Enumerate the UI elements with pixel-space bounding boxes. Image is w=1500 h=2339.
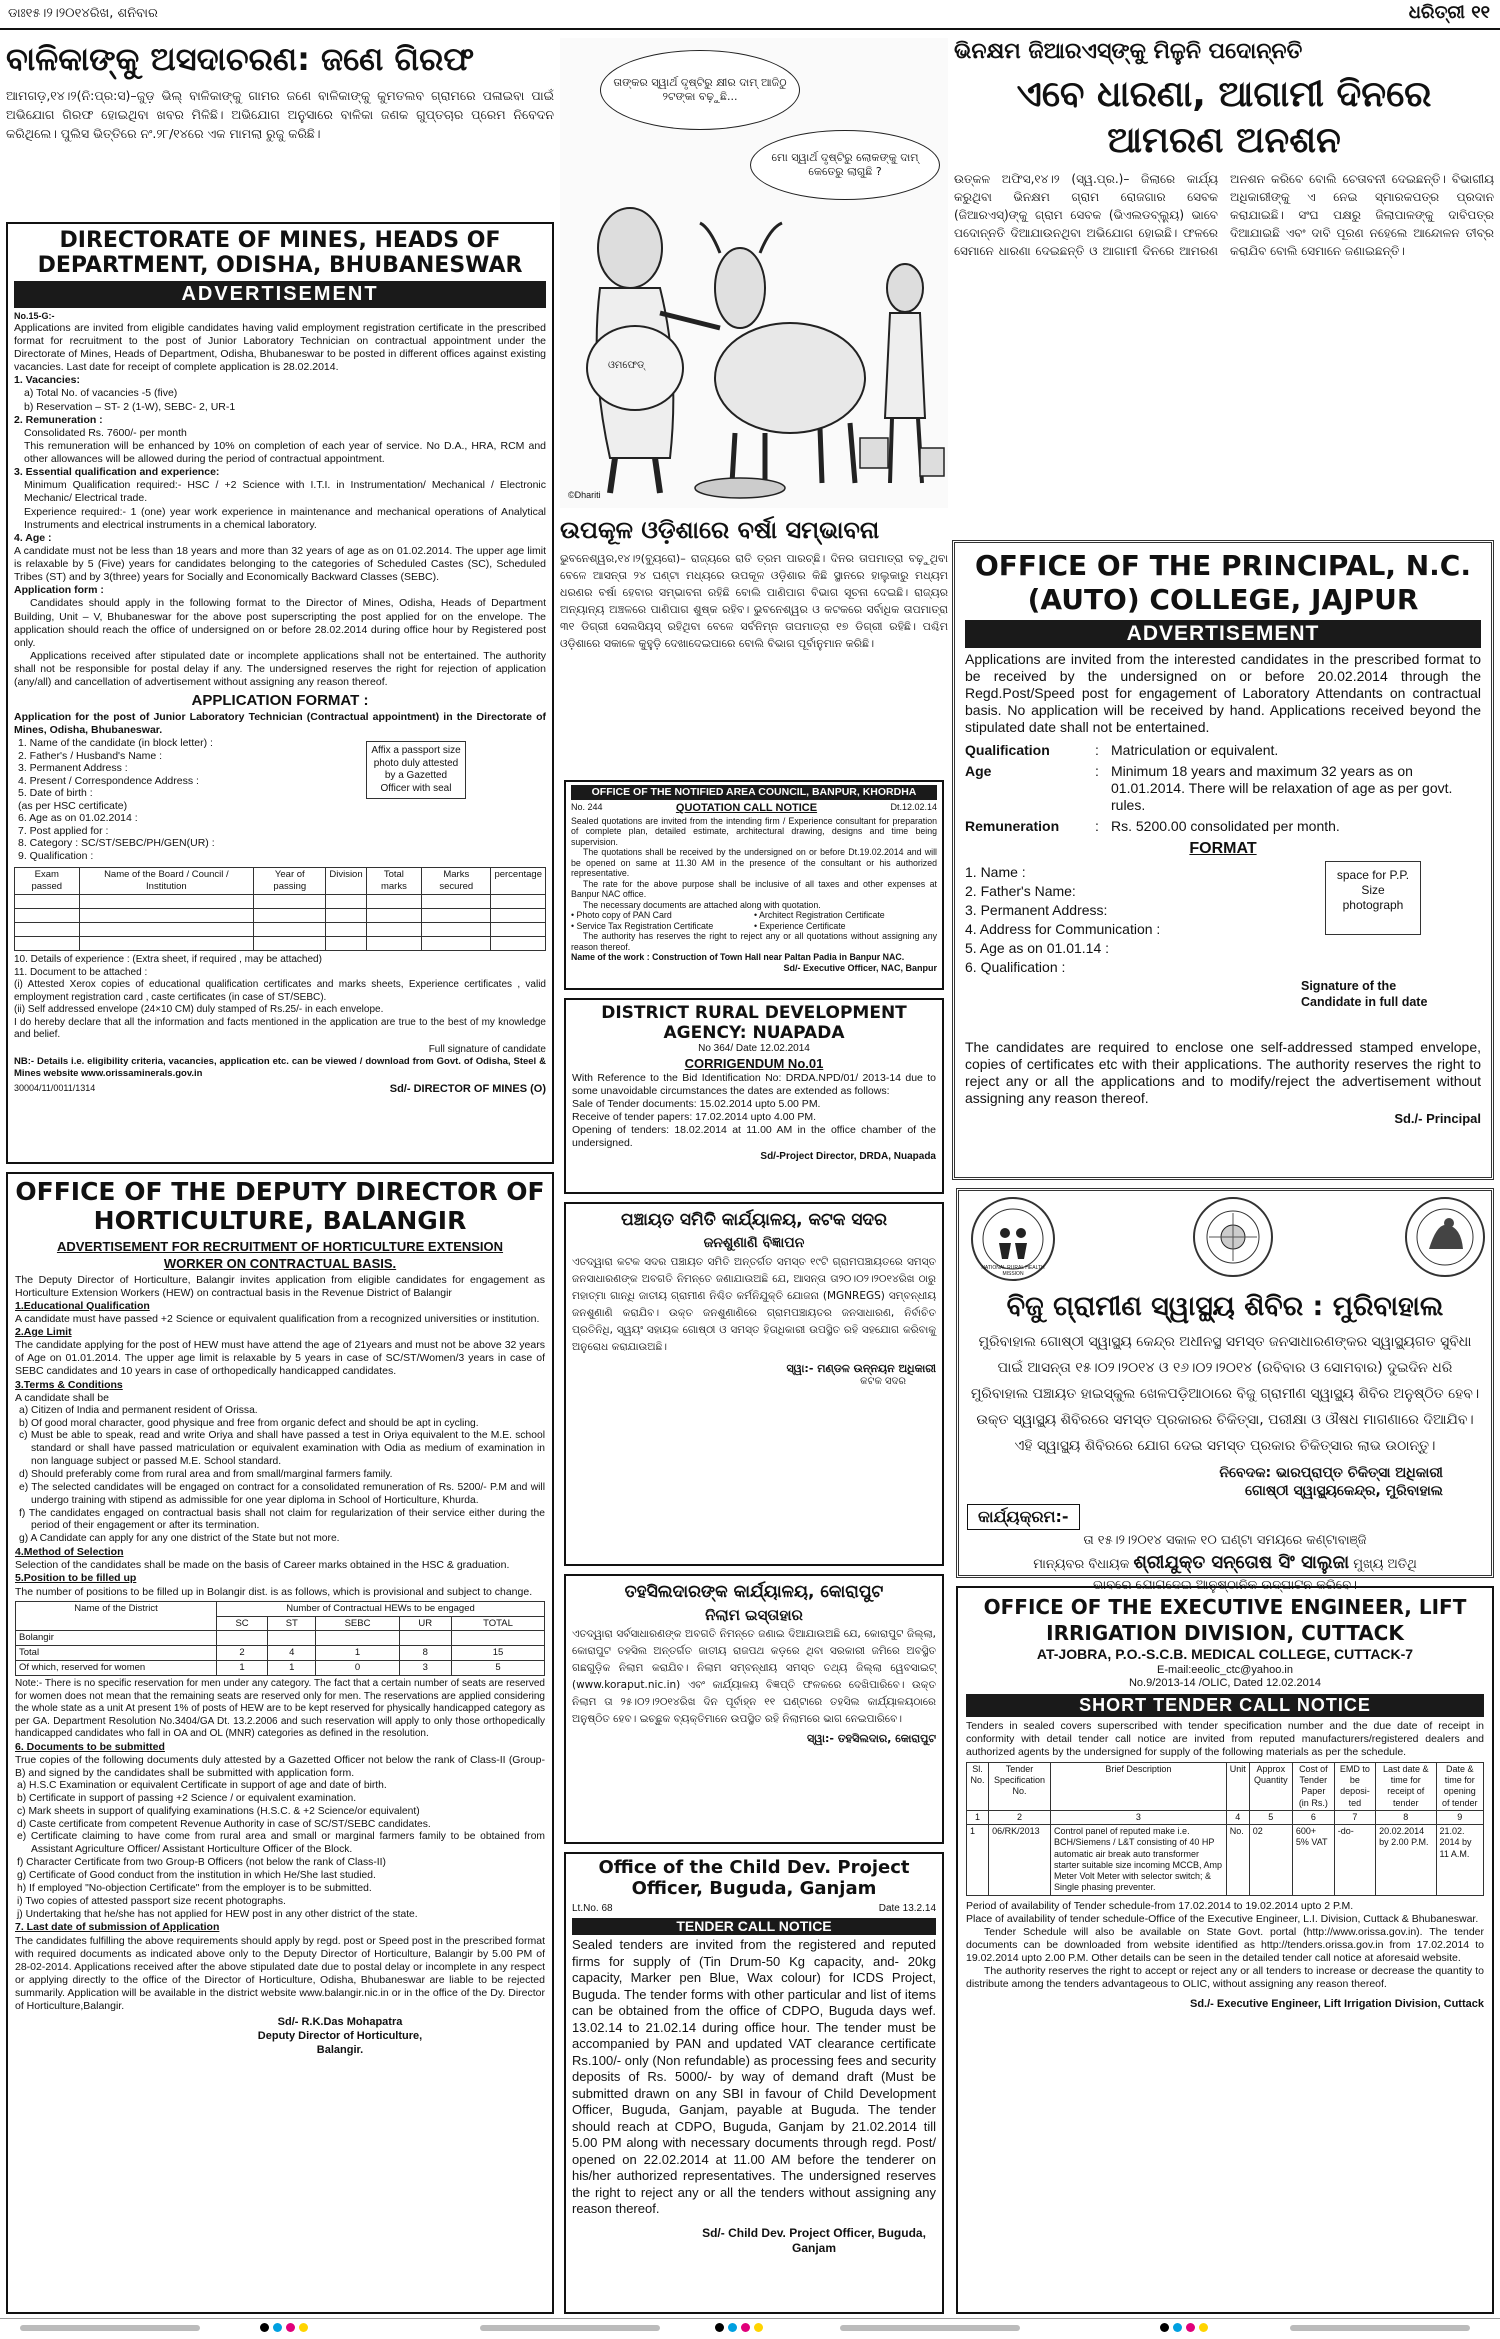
document-item: c) Mark sheets in support of qualifying examinations (H.S.C. & +2 Science/or equivalent) bbox=[17, 1805, 420, 1817]
ad-signatory: Sd/- DIRECTOR OF MINES (O) bbox=[389, 1082, 546, 1095]
document-item: h) If employed "No-objection Certificate" from the employer is to be submitted. bbox=[17, 1882, 372, 1894]
table-header: Exam passed bbox=[15, 868, 80, 895]
min-qualification: Minimum Qualification required:- HSC / +2 Science with I.T.I. in Instrumentation/ Mechanical / Electronic Mechanic/ Electrical trade. bbox=[24, 479, 546, 505]
opening-date: Opening of tenders: 18.02.2014 at 11.00 AM in the office chamber of the undersigned. bbox=[572, 1124, 936, 1150]
document-item: • Architect Registration Certificate bbox=[754, 910, 885, 921]
table-cell: 3 bbox=[399, 1661, 451, 1676]
nb-note: NB:- Details i.e. eligibility criteria, vacancies, application etc. can be viewed / download from Govt. of Odisha, Steel & Mines website www.orissaminerals.gov.in bbox=[14, 1056, 546, 1079]
table-header: Date & time for opening of tender bbox=[1436, 1762, 1483, 1810]
format-heading: FORMAT bbox=[1189, 840, 1257, 858]
form-field: 1. Name : bbox=[965, 864, 1026, 881]
experience-required: Experience required:- 1 (one) year work experience in maintenance and mechanical operations of Analytical Instruments and electrical instruments in a chemical laboratory. bbox=[24, 505, 546, 531]
form-note: (ii) Self addressed envelope (24×10 CM) duly stamped of Rs.25/- in each envelope. bbox=[14, 1004, 384, 1016]
ad-reference: 30004/11/0011/1314 bbox=[14, 1082, 96, 1093]
ad-subtitle: ନିଲାମ ଇସ୍ତାହାର bbox=[705, 1606, 803, 1624]
form-note: 11. Document to be attached : bbox=[14, 966, 148, 978]
nrhm-logo-text: NATIONAL RURAL HEALTH MISSION bbox=[981, 1265, 1045, 1278]
remuneration-heading: 2. Remuneration : bbox=[14, 413, 103, 426]
color-registration-marks bbox=[715, 2323, 763, 2332]
form-field: 9. Qualification : bbox=[18, 849, 94, 862]
term-item: e) The selected candidates will be engaged on contract for a consolidated remuneration of Rs. 5200/- P.M and will undergo training with stipend as admissible for one year diploma in School of Horticulture, Khurda. bbox=[19, 1481, 545, 1506]
table-cell: 5 bbox=[452, 1661, 545, 1676]
ad-signatory: ସ୍ୱା:- ମଣ୍ଡଳ ଉନ୍ନୟନ ଅଧିକାରୀ bbox=[786, 1362, 936, 1375]
ad-subtitle: ADVERTISEMENT FOR RECRUITMENT OF HORTICULTURE EXTENSION WORKER ON CONTRACTUAL BASIS. bbox=[56, 1238, 504, 1271]
registration-bar bbox=[480, 2325, 660, 2331]
news-article-arrest bbox=[6, 38, 554, 214]
age-value: Minimum 18 years and maximum 32 years as on 01.01.2014. There will be relaxation of age as per govt. rules. bbox=[1111, 763, 1453, 814]
table-header: UR bbox=[399, 1616, 451, 1631]
section-6-heading: 6. Documents to be submitted bbox=[15, 1740, 165, 1753]
form-note: (i) Attested Xerox copies of educational qualification certificates and marks sheets, Experience certificates , valid employment registration card , caste certificates (in case of ST/SEBC). bbox=[14, 979, 546, 1003]
article-headline: ଉପକୂଳ ଓଡ଼ିଶାରେ ବର୍ଷା ସମ୍ଭାବନା bbox=[560, 516, 880, 544]
term-item: b) Of good moral character, good physique and free from organic defect and should be apt in cycling. bbox=[19, 1417, 479, 1429]
column-number: 9 bbox=[1436, 1810, 1483, 1824]
article-headline: ବାଳିକାଙ୍କୁ ଅସଦାଚରଣ: ଜଣେ ଗିରଫ bbox=[6, 40, 475, 78]
editorial-cartoon bbox=[560, 38, 948, 508]
document-item: • Photo copy of PAN Card bbox=[571, 910, 672, 921]
ad-directorate-of-mines bbox=[6, 222, 554, 1164]
section-4-heading: 4.Method of Selection bbox=[15, 1546, 124, 1559]
form-field: 8. Category : SC/ST/SEBC/PH/GEN(UR) : bbox=[18, 837, 215, 850]
photo-box: space for P.P. Size photograph bbox=[1325, 861, 1421, 935]
programme-line-1: ତା ୧୫।୨।୨୦୧୪ ସକାଳ ୧୦ ଘଣ୍ଟା ସମୟରେ କଣ୍ଟାବାଞ୍ଜି bbox=[1083, 1533, 1367, 1548]
term-item: c) Must be able to speak, read and write Oriya and shall have passed a test in Oriya equivalent to the M.E. school standard or shall have passed matriculation or equivalent examination with Odia as medium of examination in non language subject or passed M.E. School standard. bbox=[19, 1430, 545, 1468]
table-cell: 21.02. 2014 by 11 A.M. bbox=[1436, 1825, 1483, 1896]
column-number: 8 bbox=[1376, 1810, 1436, 1824]
article-body: ଆମଗଡ଼,୧୪।୨(ନି:ପ୍ର:ସ)–ଜୁଡ଼ ଭିଲ୍ ବାଳିକାଙ୍କୁ ଗାମର ଜଣେ ବାଳିକାଙ୍କୁ କୁମତଲବ ଗ୍ରାମରେ ପଳାଇବା ପାଇଁ ଅଭିଯୋଗ ଗିରଫ ହୋଇଥିବା ଖବର ମିଳିଛି। ଅଭିଯୋଗ ଅନୁସାରେ ବାଳିକା ଜଣକ ଗୁପ୍ତଚାର ପ୍ରେମ ନିବେଦନ କରିଥିଲେ। ପୁଲିସ ଭିତ୍ତିରେ ନଂ.୨୮/୧୪ରେ ଏକ ମାମଲା ରୁଜୁ କରିଛି। bbox=[6, 88, 554, 141]
ad-para-5: The authority has reserves the right to reject any or all quotations without assigning any reason thereof. bbox=[571, 931, 937, 952]
table-cell: 1 bbox=[316, 1646, 399, 1661]
table-header: Division bbox=[326, 868, 366, 895]
ad-subtitle: ଜନଶୁଣାଣି ବିଜ୍ଞାପନ bbox=[703, 1235, 805, 1251]
table-cell: 4 bbox=[268, 1646, 316, 1661]
document-item: i) Two copies of attested passport size recent photographs. bbox=[17, 1895, 286, 1907]
ad-para-3: The rate for the above purpose shall be inclusive of all taxes and other expenses at Banpur NAC office. bbox=[571, 878, 937, 900]
section-7-text: The candidates fulfilling the above requirements should apply by regd. post or Speed post in the prescribed format with required documents as indicated above only to the Deputy Director of Horticulture, Balangir by 5.00 PM of 28-02-2014. Applications received after the above stipulated date due to postal delay or incomplete in any respect or applying directly to the office of the Director of Horticulture, Odisha, Bhubaneswar are liable to be rejected summarily. Application will be available in the district website www.balangir.nic.in or in the office of the Dy. Director of Horticulture,Balangir. bbox=[15, 1934, 545, 2013]
column-number: 6 bbox=[1292, 1810, 1334, 1824]
ad-health-camp bbox=[956, 1188, 1494, 1593]
table-cell: 1 bbox=[268, 1661, 316, 1676]
ad-signatory: Sd/- Executive Officer, NAC, Banpur bbox=[783, 962, 937, 973]
tender-rights: The authority reserves the right to accept or reject any or all tenders to increase or decrease the quantity to distribute among the tenders advantageous to OLIC, without assigning any reason thereof. bbox=[966, 1965, 1484, 1991]
ad-intro: Tenders in sealed covers superscribed with tender specification number and the due date of receipt in conformity with detail tender call notice are invited from reputed manufacturers/registered dealers and authorized agents by the undersigned for supply of the following materials as per the schedule. bbox=[966, 1719, 1484, 1758]
format-fields bbox=[965, 859, 1481, 1039]
table-cell bbox=[268, 1631, 316, 1646]
health-dept-logo bbox=[1193, 1197, 1273, 1277]
form-field: 3. Permanent Address: bbox=[965, 902, 1108, 919]
ad-nc-college-jajpur bbox=[952, 540, 1494, 1180]
table-header: Sl. No. bbox=[967, 1762, 989, 1810]
section-7-heading: 7. Last date of submission of Application bbox=[15, 1921, 220, 1934]
ad-body: ଏତଦ୍ୱାରା କଟକ ସଦର ପଞ୍ଚାୟତ ସମିତି ଅନ୍ତର୍ଗତ ସମସ୍ତ ୧୯ଟି ଗ୍ରାମପଞ୍ଚାୟତରେ ସମସ୍ତ ଜନସାଧାରଣଙ୍କ ଅବଗତି ନିମନ୍ତେ ଜଣାଯାଉଅଛି ଯେ, ଆସନ୍ତା ତା୨୦।୦୨।୨୦୧୪ରିଖ ଠାରୁ ମହାତ୍ମା ଗାନ୍ଧି ଜାତୀୟ ଗ୍ରାମୀଣ ନିଶ୍ଚିତ କର୍ମନିଯୁକ୍ତି ଯୋଜନା (MGNREGS) ସମ୍ବନ୍ଧୀୟ ଜନଶୁଣାଣି କରାଯିବ। ଉକ୍ତ ଜନଶୁଣାଣିରେ ଗ୍ରାମପଞ୍ଚାୟତର ଜନସାଧାରଣ, ନିର୍ବାଚିତ ପ୍ରତିନିଧି, ସ୍ୱୟଂ ସହାୟକ ଗୋଷ୍ଠୀ ଓ ସମସ୍ତ ହିତାଧିକାରୀ ଉପସ୍ଥିତ ରହି ସହଯୋଗ କରିବାକୁ ଅନୁରୋଧ କରାଯାଉଅଛି। bbox=[572, 1256, 936, 1353]
document-item: • Experience Certificate bbox=[754, 920, 846, 931]
application-text: Candidates should apply in the following format to the Director of Mines, Odisha, Heads of Department Building, Unit – V, Bhubaneswar for the above post superscripting the post applied for on the envelope. The application should reach the office of undersigned on or before 28.02.2014 during office hour by Registered post only. bbox=[14, 597, 546, 649]
guest-title: ମାନ୍ୟବର ବିଧାୟକ bbox=[1033, 1557, 1130, 1572]
table-header: Unit bbox=[1226, 1762, 1249, 1810]
color-registration-marks bbox=[260, 2323, 308, 2332]
document-item: a) H.S.C Examination or equivalent Certificate in support of age and date of birth. bbox=[17, 1779, 387, 1791]
ad-nac-banpur bbox=[564, 780, 944, 990]
application-text-2: Applications received after stipulated date or incomplete applications shall not be entertained. The authority shall not be responsible for postal delay if any. The undersigned reserves the right for rejection of application (any/all) and cancellation of advertisement without assigning any reason thereof. bbox=[14, 649, 546, 689]
form-field: 3. Permanent Address : bbox=[18, 762, 128, 775]
qualification-table bbox=[14, 867, 546, 951]
ad-title: ତହସିଲଦାରଙ୍କ କାର୍ଯ୍ୟାଳୟ, କୋରାପୁଟ bbox=[624, 1582, 884, 1602]
tender-online: Tender Schedule will also be available on State Govt. portal (http://www.orissa.gov.in). The tender documents can be downloaded from website identified as http://tenders.orissa.gov.in from 17.02.2014 to 19.02.2014 upto 2.00 P.M. Other details can be seen in the detailed tender call notice at aforesaid website. bbox=[966, 1925, 1484, 1965]
ad-title: ପଞ୍ଚାୟତ ସମିତି କାର୍ଯ୍ୟାଳୟ, କଟକ ସଦର bbox=[621, 1210, 887, 1230]
candidate-signature: Full signature of candidate bbox=[428, 1043, 546, 1055]
table-header: Marks secured bbox=[422, 868, 491, 895]
cartoon-tag: ଓମଫେଡ୍ bbox=[608, 360, 645, 371]
ad-signatory: Sd/-Project Director, DRDA, Nuapada bbox=[760, 1150, 936, 1162]
table-cell: 2 bbox=[217, 1646, 268, 1661]
section-1-text: A candidate must have passed +2 Science or equivalent qualification from a recognized universities or institution. bbox=[15, 1312, 540, 1325]
table-cell: 06/RK/2013 bbox=[989, 1825, 1051, 1896]
ad-body: ମୁରିବାହାଲ ଗୋଷ୍ଠୀ ସ୍ୱାସ୍ଥ୍ୟ କେନ୍ଦ୍ର ଅଧୀନସ୍ଥ ସମସ୍ତ ଜନସାଧାରଣଙ୍କର ସ୍ୱାସ୍ଥ୍ୟଗତ ସୁବିଧା ପାଇଁ ଆସନ୍ତା ୧୫।୦୨।୨୦୧୪ ଓ ୧୬।୦୨।୨୦୧୪ (ରବିବାର ଓ ସୋମବାର) ଦୁଇଦିନ ଧରି ମୁରିବାହାଲ ପଞ୍ଚାୟତ ହାଇସ୍କୁଲ ଖେଳପଡ଼ିଆଠାରେ ବିଜୁ ଗ୍ରାମୀଣ ସ୍ୱାସ୍ଥ୍ୟ ଶିବିର ଅନୁଷ୍ଠିତ ହେବ। ଉକ୍ତ ସ୍ୱାସ୍ଥ୍ୟ ଶିବିରରେ ସମସ୍ତ ପ୍ରକାରର ଚିକିତ୍ସା, ପରୀକ୍ଷା ଓ ଔଷଧ ମାଗଣାରେ ଦିଆଯିବ। ଏହି ସ୍ୱାସ୍ଥ୍ୟ ଶିବିରରେ ଯୋଗ ଦେଇ ସମସ୍ତ ପ୍ରକାର ଚିକିତ୍ସାର ଲାଭ ଉଠାନ୍ତୁ। bbox=[970, 1334, 1480, 1454]
header-date: ଡାଃ୧୫।୨।୨୦୧୪ରିଖ, ଶନିବାର bbox=[8, 6, 158, 21]
eligibility-list: Qualification : Matriculation or equivalent. Age : Minimum 18 years and maximum 32 years as on 01.01.2014. There will be relaxation of age as per govt. rules. Remuneration : Rs. 5200.00 consolidated per month. bbox=[965, 742, 1481, 835]
col-group: Number of Contractual HEWs to be engaged bbox=[217, 1601, 545, 1616]
ad-body: Sealed tenders are invited from the registered and reputed firms for supply of (Tin Drum-50 Kg capacity, and- 20kg capacity, Marker pen Blue, Wax colour) for ICDS Project, Buguda. The tender forms with other particular and list of items can be obtained from the office of CDPO, Buguda days wef. 13.02.14 to 21.02.14 during office hour. The tender must be accompanied by PAN and updated VAT clearance certificate Rs.100/- only (Non refundable) as processing fees and security deposits of Rs. 5000/- by way of demand draft (Must be submitted drawn on any SBI in favour of Child Development Officer, Buguda, Ganjam, payable at Buguda. The tender should reach at CDPO, Buguda, Ganjam by 21.02.2014 till 5.00 PM along with necessary documents through regd. Post/ opened on 22.02.2014 at 11.00 AM before the tenderer on his/her authorized representatives. The undersigned reserves the right to reject any or all the tenders without assigning any reason thereof. bbox=[572, 1937, 936, 2217]
ad-letter-number: Lt.No. 68 bbox=[572, 1903, 613, 1915]
speech-bubble-2: ମୋ ସ୍ୱାର୍ଥ ଦୃଷ୍ଟିରୁ ଲୋକଙ୍କୁ ଦାମ୍ କେତେରୁ ଲାଗୁଛି ? bbox=[750, 130, 940, 200]
ad-intro: Applications are invited from the interested candidates in the prescribed format to be received by the undersigned on or before 20.02.2014 through the Regd.Post/Speed post for engagement of Laboratory Attendants on contractual basis. No application will be received by hand. Applications received beyond the stipulated date shall not be entertained. bbox=[965, 651, 1481, 736]
page-header bbox=[0, 0, 1500, 30]
form-field: 6. Qualification : bbox=[965, 959, 1066, 976]
table-header: percentage bbox=[491, 868, 546, 895]
table-cell: Of which, reserved for women bbox=[16, 1661, 217, 1676]
table-row bbox=[16, 1646, 545, 1661]
application-heading: Application form : bbox=[14, 584, 104, 597]
ad-date: Dt.12.02.14 bbox=[890, 802, 937, 813]
receive-date: Receive of tender papers: 17.02.2014 upto 4.00 PM. bbox=[572, 1111, 816, 1124]
document-item: j) Undertaking that he/she has not applied for HEW post in any other district of the state. bbox=[17, 1908, 418, 1920]
form-field: 4. Present / Correspondence Address : bbox=[18, 774, 199, 787]
column-number: 1 bbox=[967, 1810, 989, 1824]
table-header: SC bbox=[217, 1616, 268, 1631]
form-field: 1. Name of the candidate (in block letter) : bbox=[18, 737, 213, 750]
table-cell: 600+ 5% VAT bbox=[1292, 1825, 1334, 1896]
ad-title: DIRECTORATE OF MINES, HEADS OF DEPARTMENT, ODISHA, BHUBANESWAR bbox=[37, 228, 523, 279]
form-field: 5. Age as on 01.01.14 : bbox=[965, 940, 1110, 957]
vacancies-heading: 1. Vacancies: bbox=[14, 374, 80, 387]
table-header: Brief Description bbox=[1050, 1762, 1226, 1810]
signatory-name: Sd/- R.K.Das Mohapatra bbox=[277, 2016, 403, 2029]
ad-body: ଏତଦ୍ୱାରା ସର୍ବସାଧାରଣଙ୍କ ଅବଗତି ନିମନ୍ତେ ଜଣାଇ ଦିଆଯାଉଅଛି ଯେ, କୋରାପୁଟ ଜିଲ୍ଲା, କୋରାପୁଟ ତହସିଲ ଅନ୍ତର୍ଗତ ଜାତୀୟ ରାଜପଥ କଡ଼ରେ ଥିବା ସରକାରୀ ଜମିରେ ଅବସ୍ଥିତ ଗଛଗୁଡ଼ିକ ନିଲାମ କରାଯିବ। ନିଲାମ ସମ୍ବନ୍ଧୀୟ ସମସ୍ତ ତଥ୍ୟ ଜିଲ୍ଲା ୱେବସାଇଟ୍ (www.koraput.nic.in) ଏବଂ କାର୍ଯ୍ୟାଳୟ ବିଜ୍ଞପ୍ତି ଫଳକରେ ଦେଖିପାରିବେ। ଉକ୍ତ ନିଲାମ ତା ୨୫।୦୨।୨୦୧୪ରିଖ ଦିନ ପୂର୍ବାହ୍ନ ୧୧ ଘଣ୍ଟାରେ ତହସିଲ କାର୍ଯ୍ୟାଳୟଠାରେ ଅନୁଷ୍ଠିତ ହେବ। ଇଚ୍ଛୁକ ବ୍ୟକ୍ତିମାନେ ଉପସ୍ଥିତ ରହି ନିଲାମରେ ଭାଗ ନେଇପାରିବେ। bbox=[572, 1628, 936, 1725]
form-field: 6. Age as on 01.02.2014 : bbox=[18, 812, 138, 825]
ad-closing: The candidates are required to enclose one self-addressed stamped envelope, copies of certificates etc with their applications. The authority reserves the right to reject any or all the applications and to modify/reject the advertisement without assigning any reason thereof. bbox=[965, 1039, 1481, 1107]
term-item: d) Should preferably come from rural area and from small/marginal farmers family. bbox=[19, 1469, 393, 1481]
format-heading: APPLICATION FORMAT : bbox=[191, 692, 369, 710]
qualification-heading: 3. Essential qualification and experience: bbox=[14, 466, 220, 479]
ad-work-name: Name of the work : Construction of Town Hall near Paltan Padia in Banpur NAC. bbox=[571, 952, 905, 963]
qualification-label: Qualification bbox=[965, 742, 1050, 759]
table-cell: No. bbox=[1226, 1825, 1249, 1896]
ad-intro: Applications are invited from eligible candidates having valid employment registration certificate in the prescribed format for recruitment to the post of Junior Laboratory Technician on contractual appointment under the Directorate of Mines, Heads of Department, Odisha, Bhubaneswar to be posted in different offices against existing vacancies. Last date for receipt of complete application is 28.02.2014. bbox=[14, 321, 546, 374]
reservation-note: Note:- There is no specific reservation for men under any category. The fact that a certain number of seats are reserved for women does not mean that the remaining seats are reserved only for men. The reservations are applied considering the whole state as a unit At present 1% of posts of HEW are to be kept reserved for physically handicapped category as per GA. Department Resolution No.3404/GA Dt. 13.2.2006 and such reservation will apply to only those orthopedically handicapped candidates who fall in OA and OL (MNR) categories as defined in the resolution. bbox=[15, 1678, 545, 1740]
tender-table bbox=[966, 1762, 1484, 1896]
table-header: Name of the Board / Council / Institution bbox=[79, 868, 254, 895]
table-header: TOTAL bbox=[452, 1616, 545, 1631]
document-item: d) Caste certificate from competent Revenue Authority in case of SC/ST/SEBC candidates. bbox=[17, 1818, 431, 1830]
ad-header: OFFICE OF THE NOTIFIED AREA COUNCIL, BANPUR, KHORDHA bbox=[571, 785, 937, 800]
candidate-signature: Signature of the Candidate in full date bbox=[1301, 979, 1428, 1009]
table-cell: 20.02.2014 by 2.00 P.M. bbox=[1376, 1825, 1436, 1896]
table-cell: -do- bbox=[1334, 1825, 1375, 1896]
qualification-value: Matriculation or equivalent. bbox=[1111, 742, 1279, 759]
section-5-heading: 5.Position to be filled up bbox=[15, 1572, 137, 1585]
table-cell: 1 bbox=[217, 1661, 268, 1676]
ad-para-2: The quotations shall be received by the undersigned on or before Dt.19.02.2014 and will be opened on same at 11.30 AM in the presence of the consultant or his authorized representative. bbox=[571, 847, 937, 879]
table-cell: 8 bbox=[399, 1646, 451, 1661]
sale-date: Sale of Tender documents: 15.02.2014 upto 5.00 PM. bbox=[572, 1098, 821, 1111]
column-number: 7 bbox=[1334, 1810, 1375, 1824]
form-field: 7. Post applied for : bbox=[18, 824, 109, 837]
table-header: EMD to be deposi-ted bbox=[1334, 1762, 1375, 1810]
document-item: f) Character Certificate from two Group-B Officers (not below the rank of Class-II) bbox=[17, 1857, 386, 1869]
column-number: 4 bbox=[1226, 1810, 1249, 1824]
ad-tahasildar-koraput bbox=[564, 1574, 944, 1844]
color-registration-marks bbox=[1160, 2323, 1208, 2332]
ad-title: DISTRICT RURAL DEVELOPMENT AGENCY: NUAPADA bbox=[601, 1003, 907, 1043]
ad-signatory: Sd./- Principal bbox=[1394, 1111, 1481, 1127]
section-6-text: True copies of the following documents duly attested by a Gazetted Officer not below the rank of Class-II (Group-B) and signed by the candidates shall be submitted with application form. bbox=[15, 1753, 545, 1779]
ad-para-1: Sealed quotations are invited from the intending firm / Experience consultant for preparation of complete plan, detailed estimate, architectural drawing, designs and time being supervision. bbox=[571, 815, 937, 847]
table-row bbox=[16, 1661, 545, 1676]
form-field: 4. Address for Communication : bbox=[965, 921, 1161, 938]
term-item: f) The candidates engaged on contractual basis shall not claim for regularization of their service either during the period of their engagement or after its termination. bbox=[19, 1507, 545, 1532]
table-header: Last date & time for receipt of tender bbox=[1376, 1762, 1436, 1810]
form-field: 2. Father's Name: bbox=[965, 883, 1076, 900]
document-item: g) Certificate of Good conduct from the institution in which He/She last studied. bbox=[17, 1869, 376, 1881]
ad-title: ବିଜୁ ଗ୍ରାମୀଣ ସ୍ୱାସ୍ଥ୍ୟ ଶିବିର : ମୁରିବାହାଲ bbox=[1006, 1291, 1444, 1322]
section-2-text: The candidate applying for the post of HEW must have attend the age of 21years and must not be above 32 years of Age on 01.01.2014. The upper age limit is relaxable by 5 years in case of SC/ST/Women/3 years in case of SEBC candidates and 10 years in case of orthopedically handicapped candidates. bbox=[15, 1339, 545, 1378]
table-header: Tender Specification No. bbox=[989, 1762, 1051, 1810]
ad-number: No.15-G:- bbox=[14, 310, 55, 321]
registration-bar bbox=[20, 2325, 200, 2331]
table-cell: Bolangir bbox=[16, 1631, 217, 1646]
column-number: 3 bbox=[1050, 1810, 1226, 1824]
positions-table bbox=[15, 1601, 545, 1676]
news-article-rain bbox=[560, 514, 948, 774]
ad-para-4: The necessary documents are attached along with quotation. bbox=[583, 899, 821, 910]
issuer-heading: ନିବେଦକ: ଭାରପ୍ରାପ୍ତ ଚିକିତ୍ସା ଅଧିକାରୀ bbox=[1219, 1465, 1443, 1481]
signatory-designation: Deputy Director of Horticulture, bbox=[257, 2030, 423, 2043]
column-number: 5 bbox=[1249, 1810, 1292, 1824]
article-body: ଭୁବନେଶ୍ୱର,୧୪।୨(ବ୍ୟୁରୋ)– ରାଜ୍ୟରେ ରାତି ତ୍ରମ ପାରଚ୍ଛି। ଦିନର ତାପମାତ୍ରା ବଢ଼ୁଥିବା ବେଳେ ଆସନ୍ତା ୨୪ ଘଣ୍ଟା ମଧ୍ୟରେ ଉପକୂଳ ଓଡ଼ିଶାର କିଛି ସ୍ଥାନରେ ହାଲୁକାରୁ ମଧ୍ୟମ ଧରଣର ବର୍ଷା ହେବାର ସମ୍ଭାବନା ରହିଛି ବୋଲି ପାଣିପାଗ ବିଭାଗ ସୂଚନା ଦେଇଛି। ରାଜ୍ୟର ଅନ୍ୟାନ୍ୟ ଅଞ୍ଚଳରେ ପାଣିପାଗ ଶୁଷ୍କ ରହିବ। ଭୁବନେଶ୍ୱର ଓ କଟକରେ ସର୍ବାଧିକ ତାପମାତ୍ରା ୩୧ ଡିଗ୍ରୀ ସେଲସିୟସ୍ ରହିଥିବା ବେଳେ ସର୍ବନିମ୍ନ ତାପମାତ୍ରା ୧୭ ଡିଗ୍ରୀ ରହିଛି। ପଶ୍ଚିମ ଓଡ଼ିଶାରେ ସକାଳେ କୁହୁଡ଼ି ଦେଖାଦେଇପାରେ ବୋଲି ବିଭାଗ ପୂର୍ବାନୁମାନ କରିଛି। bbox=[560, 552, 948, 650]
table-cell bbox=[452, 1631, 545, 1646]
table-cell: 0 bbox=[316, 1661, 399, 1676]
vacancies-total: a) Total No. of vacancies -5 (five) bbox=[24, 387, 178, 400]
guest-name: ଶ୍ରୀଯୁକ୍ତ ସନ୍ତୋଷ ସିଂ ସାଲୁଜା bbox=[1133, 1552, 1350, 1573]
section-1-heading: 1.Educational Qualification bbox=[15, 1299, 150, 1312]
ad-signatory: Sd./- Executive Engineer, Lift Irrigation Division, Cuttack bbox=[1189, 1997, 1484, 2010]
news-article-grs bbox=[954, 38, 1494, 508]
ad-signatory-place: କଟକ ସଦର bbox=[860, 1375, 906, 1387]
ad-lift-irrigation-cuttack bbox=[956, 1586, 1494, 2314]
table-cell bbox=[399, 1631, 451, 1646]
table-header: Cost of Tender Paper (in Rs.) bbox=[1292, 1762, 1334, 1810]
issuer-name: ଗୋଷ୍ଠୀ ସ୍ୱାସ୍ଥ୍ୟକେନ୍ଦ୍ର, ମୁରିବାହାଲ bbox=[1245, 1482, 1443, 1499]
registration-bar bbox=[1290, 2325, 1470, 2331]
ad-title: OFFICE OF THE DEPUTY DIRECTOR OF HORTICULTURE, BALANGIR bbox=[15, 1177, 545, 1235]
form-field: (as per HSC certificate) bbox=[18, 799, 128, 812]
ad-title: OFFICE OF THE PRINCIPAL, N.C. (AUTO) COLLEGE, JAJPUR bbox=[975, 549, 1471, 616]
section-4-text: Selection of the candidates shall be made on the basis of Career marks obtained in the HSC & graduation. bbox=[15, 1559, 510, 1572]
table-cell: 02 bbox=[1249, 1825, 1292, 1896]
table-cell bbox=[217, 1631, 268, 1646]
remuneration-value: Rs. 5200.00 consolidated per month. bbox=[1111, 818, 1340, 835]
column-number: 2 bbox=[989, 1810, 1051, 1824]
format-subtitle: Application for the post of Junior Laboratory Technician (Contractual appointment) in the Directorate of Mines, Odisha, Bhubaneswar. bbox=[14, 711, 546, 737]
table-cell bbox=[316, 1631, 399, 1646]
cartoon-credit: ©Dhariti bbox=[568, 490, 601, 500]
table-row bbox=[16, 1631, 545, 1646]
table-cell: Total bbox=[16, 1646, 217, 1661]
article-kicker: ଭିନକ୍ଷମ ଜିଆରଏସ୍‌ଙ୍କୁ ମିଳୁନି ପଦୋନ୍ନତି bbox=[954, 39, 1303, 64]
section-3-text: A candidate shall be bbox=[15, 1391, 109, 1404]
ad-drda-nuapada bbox=[564, 998, 944, 1194]
corrigendum-title: CORRIGENDUM No.01 bbox=[684, 1055, 824, 1071]
article-body: ଉତ୍କଳ ଅଫିସ,୧୪।୨ (ସ୍ୱ.ପ୍ର.)– ଜିଲାରେ କାର୍ଯ୍ୟ କରୁଥିବା ଭିନକ୍ଷମ ଗ୍ରାମ ରୋଜଗାର ସେବକ (ଜିଆରଏସ୍)ଙ୍କୁ ଗ୍ରାମ ସେବକ (ଭିଏଲଡବ୍ଲ୍ୟୁ) ଭାବେ ପଦୋନ୍ନତି ଦିଆଯାଉନଥିବା ଅଭିଯୋଗ ହୋଇଛି। ଫଳରେ ସେମାନେ ଧାରଣା ଦେଇଛନ୍ତି ଓ ଆଗାମୀ ଦିନରେ ଆମରଣ ଅନଶନ କରିବେ ବୋଲି ଚେତାବନୀ ଦେଇଛନ୍ତି। ବିଭାଗୀୟ ଅଧିକାରୀଙ୍କୁ ଏ ନେଇ ସ୍ମାରକପତ୍ର ପ୍ରଦାନ କରାଯାଇଛି। ସଂଘ ପକ୍ଷରୁ ଜିଲାପାଳଙ୍କୁ ଦାବିପତ୍ର ଦିଆଯାଇଛି ଏବଂ ଦାବି ପୂରଣ ନହେଲେ ଆନ୍ଦୋଳନ ତୀବ୍ର କରାଯିବ ବୋଲି ସେମାନେ ଜଣାଇଛନ୍ତି। bbox=[954, 172, 1494, 258]
table-cell: Control panel of reputed make i.e. BCH/Siemens / L&T consisting of 40 HP automatic air break auto transformer starter suitable size incoming MCCB, Amp Meter Volt Meter with selector switch; & Single phasing preventer. bbox=[1050, 1825, 1226, 1896]
odisha-govt-emblem-icon bbox=[1405, 1197, 1485, 1277]
guest-role: ମୁଖ୍ୟ ଅତିଥି bbox=[1353, 1557, 1417, 1572]
speech-bubble-1: ତାଙ୍କର ସ୍ୱାର୍ଥ ଦୃଷ୍ଟିରୁ କ୍ଷୀର ଦାମ୍ ଆଜିଠୁ ୨ଟଙ୍କା ବଢ଼ୁଛି... bbox=[600, 50, 800, 130]
document-item: b) Certificate in support of passing +2 Science / or equivalent examination. bbox=[17, 1792, 357, 1804]
signatory-place: Balangir. bbox=[316, 2043, 364, 2056]
table-header: Total marks bbox=[366, 868, 422, 895]
article-headline: ଏବେ ଧାରଣା, ଆଗାମୀ ଦିନରେ ଆମରଣ ଅନଶନ bbox=[1016, 74, 1432, 161]
photo-box: Affix a passport size photo duly attested by a Gazetted Officer with seal bbox=[366, 741, 466, 799]
ad-title: OFFICE OF THE EXECUTIVE ENGINEER, LIFT IRRIGATION DIVISION, CUTTACK bbox=[983, 1595, 1467, 1645]
table-header: Approx Quantity bbox=[1249, 1762, 1292, 1810]
section-5-text: The number of positions to be filled up in Bolangir dist. is as follows, which is provisional and subject to change. bbox=[15, 1585, 533, 1598]
col-district: Name of the District bbox=[16, 1601, 217, 1631]
ad-horticulture-balangir bbox=[6, 1172, 554, 2314]
ad-address: AT-JOBRA, P.O.-S.C.B. MEDICAL COLLEGE, CUTTACK-7 bbox=[1036, 1646, 1414, 1662]
vacancies-reservation: b) Reservation – ST- 2 (1-W), SEBC- 2, UR-1 bbox=[24, 400, 236, 413]
tender-place: Place of availability of tender schedule-Office of the Executive Engineer, L.I. Division, Cuttack & Bhubaneswar. bbox=[966, 1912, 1479, 1925]
form-field: 2. Father's / Husband's Name : bbox=[18, 749, 163, 762]
programme-label: କାର୍ଯ୍ୟକ୍ରମ:- bbox=[967, 1504, 1080, 1530]
ad-signatory: ସ୍ୱା:- ତହସିଲଦାର, କୋରାପୁଟ bbox=[807, 1732, 936, 1745]
form-note: I do hereby declare that all the information and facts mentioned in the application are true to the best of my knowledge and belief. bbox=[14, 1016, 546, 1041]
ad-number: No.9/2013-14 /OLIC, Dated 12.02.2014 bbox=[1128, 1677, 1322, 1690]
ad-banner: SHORT TENDER CALL NOTICE bbox=[966, 1694, 1484, 1717]
ad-number: No 364/ Date 12.02.2014 bbox=[698, 1043, 810, 1055]
remuneration-amount: Consolidated Rs. 7600/- per month bbox=[24, 426, 187, 439]
ad-banner: TENDER CALL NOTICE bbox=[572, 1918, 936, 1936]
ad-banner: ADVERTISEMENT bbox=[14, 281, 546, 308]
remuneration-label: Remuneration bbox=[965, 818, 1060, 835]
ad-body: With Reference to the Bid Identification No: DRDA.NPD/01/ 2013-14 due to some unavoidable circumstances the dates are extended as follows: bbox=[572, 1071, 936, 1097]
form-field: 5. Date of birth : bbox=[18, 787, 93, 800]
document-item: • Service Tax Registration Certificate bbox=[571, 920, 714, 931]
document-item: e) Certificate claiming to have come from rural area and small or marginal farmers family to be obtained from Assistant Agriculture Officer/ Assistant Horticulture Officer of the Block. bbox=[17, 1831, 545, 1856]
age-heading: 4. Age : bbox=[14, 531, 52, 544]
programme-line-3: ଭାବରେ ଯୋଗଦେଇ ଆନୁଷ୍ଠାନିକ ଉଦ୍‌ଘାଟନ କରିବେ। bbox=[1093, 1578, 1357, 1593]
ad-intro: The Deputy Director of Horticulture, Balangir invites application from eligible candidates for engagement as Horticulture Extension Workers (HEW) on contractual basis in the Revenue District of Balangir bbox=[15, 1273, 545, 1299]
ad-date: Date 13.2.14 bbox=[878, 1903, 936, 1915]
section-3-heading: 3.Terms & Conditions bbox=[15, 1378, 123, 1391]
nrhm-logo bbox=[971, 1197, 1055, 1281]
remuneration-note: This remuneration will be enhanced by 10% on completion of each year of service. No D.A., HRA, RCM and other allowances will be allowed during the period of contractual appointment. bbox=[24, 439, 546, 466]
table-cell: 1 bbox=[967, 1825, 989, 1896]
ad-number: No. 244 bbox=[571, 802, 603, 813]
section-2-heading: 2.Age Limit bbox=[15, 1326, 72, 1338]
term-item: a) Citizen of India and permanent resident of Orissa. bbox=[19, 1404, 258, 1416]
table-cell: 15 bbox=[452, 1646, 545, 1661]
ad-panchayat-cuttack bbox=[564, 1202, 944, 1566]
table-header: Year of passing bbox=[254, 868, 326, 895]
table-header: ST bbox=[268, 1616, 316, 1631]
ad-title: Office of the Child Dev. Project Officer, Buguda, Ganjam bbox=[598, 1857, 910, 1899]
ad-signatory: Sd/- Child Dev. Project Officer, Buguda, Ganjam bbox=[702, 2225, 926, 2255]
table-header: SEBC bbox=[316, 1616, 399, 1631]
registration-bar bbox=[840, 2325, 1020, 2331]
tender-period: Period of availability of Tender schedule-from 17.02.2014 to 19.02.2014 upto 2 P.M. bbox=[966, 1899, 1354, 1912]
ad-cdpo-buguda bbox=[564, 1852, 944, 2314]
header-page-number: ଧରିତ୍ରୀ ୧୧ bbox=[1408, 2, 1490, 23]
ad-title: QUOTATION CALL NOTICE bbox=[675, 802, 818, 815]
ad-email: E-mail:eeolic_ctc@yahoo.in bbox=[1157, 1663, 1293, 1676]
form-note: 10. Details of experience : (Extra sheet, if required , may be attached) bbox=[14, 954, 322, 966]
age-text: A candidate must not be less than 18 years and more than 32 years of age as on 01.02.2014. The upper age limit is relaxable by 5 (Five) years for candidates belonging to the categories of Scheduled Castes (SC), Scheduled Tribes (ST) and by 3(three) years for Socially and Economically Backward Classes (SEBC). bbox=[14, 544, 546, 584]
term-item: g) A Candidate can apply for any one district of the State but not more. bbox=[19, 1533, 340, 1545]
format-fields bbox=[14, 737, 546, 865]
page-footer bbox=[0, 2318, 1500, 2339]
age-label: Age bbox=[965, 763, 992, 780]
ad-banner: ADVERTISEMENT bbox=[965, 620, 1481, 648]
